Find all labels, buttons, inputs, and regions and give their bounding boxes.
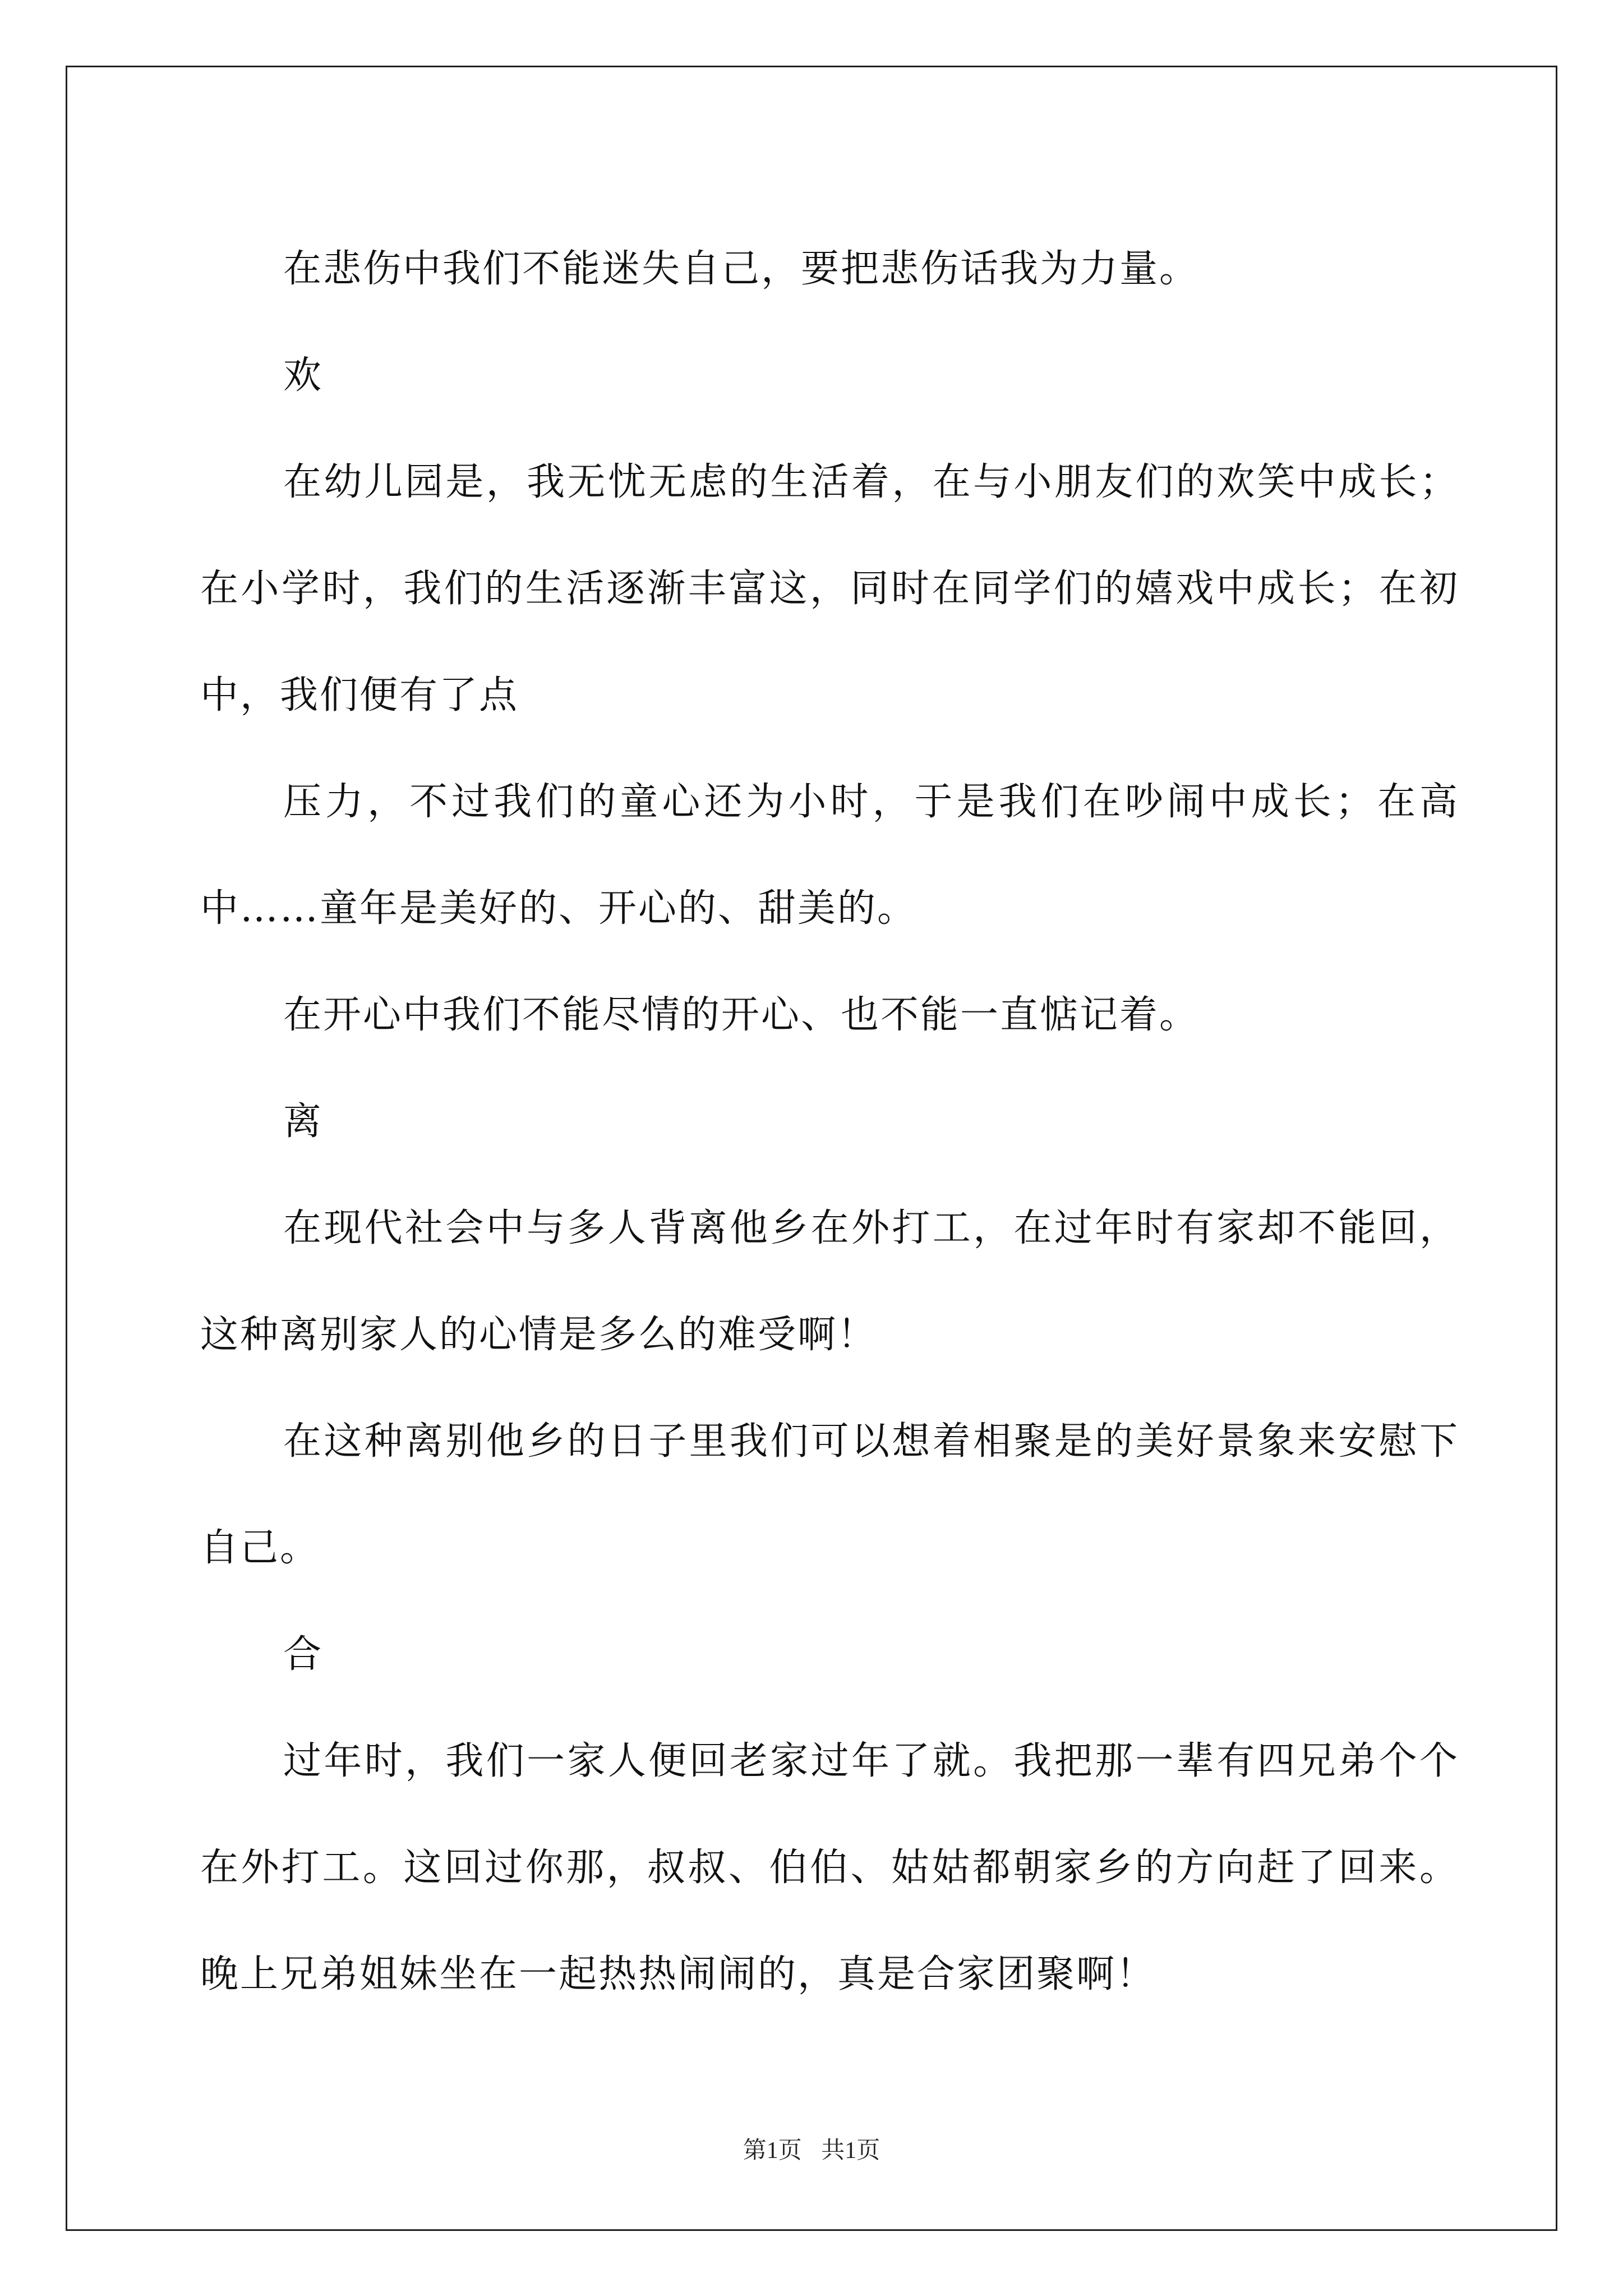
paragraph: 在悲伤中我们不能迷失自己，要把悲伤话我为力量。	[283, 247, 1200, 291]
page-total: 共1页	[821, 2138, 880, 2164]
section-heading-li: 离	[283, 1099, 324, 1144]
document-body	[200, 216, 1459, 2028]
paragraph: 在这种离别他乡的日子里我们可以想着相聚是的美好景象来安慰下自己。	[200, 1419, 1459, 1570]
paragraph: 压力，不过我们的童心还为小时，于是我们在吵闹中成长；在高中……童年是美好的、开心的、甜美的。	[200, 780, 1459, 931]
paragraph: 过年时，我们一家人便回老家过年了就。我把那一辈有四兄弟个个在外打工。这回过你那，叔叔、伯伯、姑姑都朝家乡的方向赶了回来。晚上兄弟姐妹坐在一起热热闹闹的，真是合家团聚啊！	[200, 1739, 1459, 1996]
page-footer	[0, 2132, 1623, 2165]
section-heading-he: 合	[283, 1632, 324, 1677]
page-number: 第1页	[743, 2138, 802, 2164]
paragraph: 在幼儿园是，我无忧无虑的生活着，在与小朋友们的欢笑中成长；在小学时，我们的生活逐渐丰富这，同时在同学们的嬉戏中成长；在初中，我们便有了点	[200, 460, 1459, 717]
paragraph: 在现代社会中与多人背离他乡在外打工，在过年时有家却不能回，这种离别家人的心情是多么的难受啊！	[200, 1206, 1459, 1357]
paragraph: 在开心中我们不能尽情的开心、也不能一直惦记着。	[283, 993, 1200, 1037]
section-heading-huan: 欢	[283, 353, 324, 398]
